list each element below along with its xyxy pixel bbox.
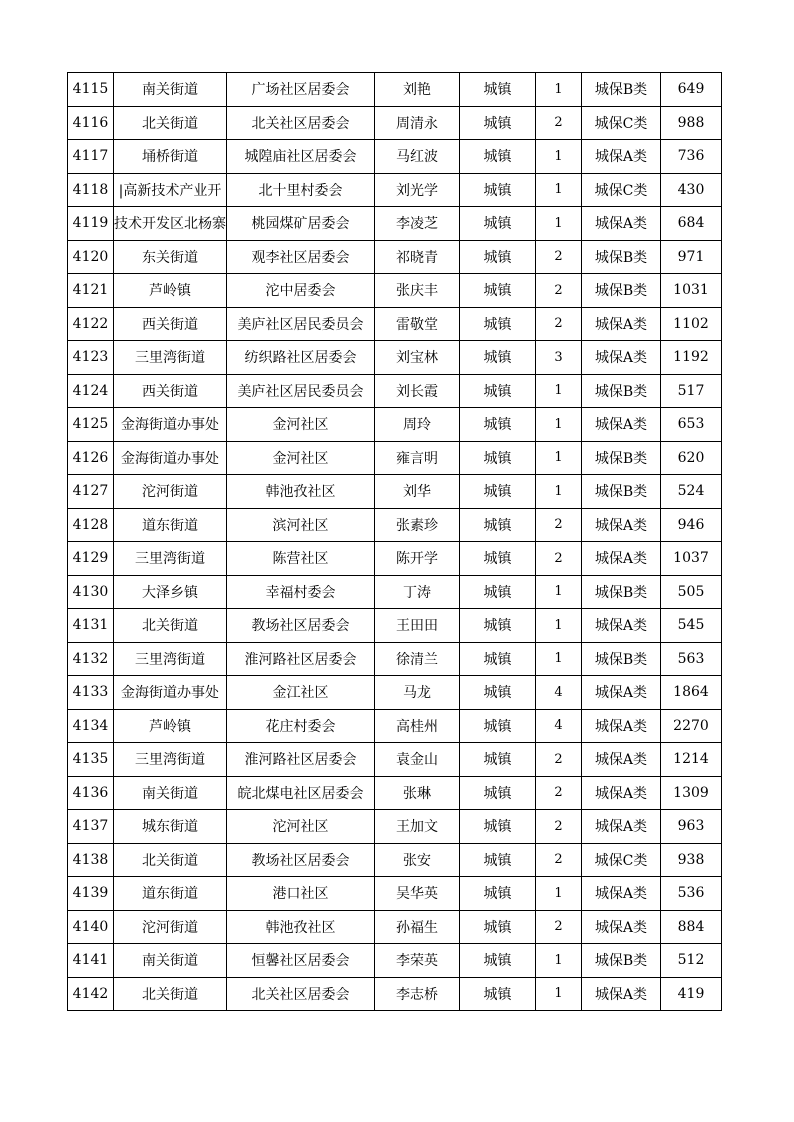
area-type-cell: 城镇: [460, 642, 536, 676]
people-count-cell: 1: [536, 642, 582, 676]
category-cell: 城保A类: [582, 877, 661, 911]
amount-cell: 1037: [661, 542, 722, 576]
category-cell: 城保A类: [582, 977, 661, 1011]
name-cell: 雷敬堂: [375, 307, 460, 341]
street-cell: 沱河街道: [114, 475, 227, 509]
people-count-cell: 1: [536, 475, 582, 509]
community-cell: 桃园煤矿居委会: [227, 207, 375, 241]
street-cell: 三里湾街道: [114, 542, 227, 576]
area-type-cell: 城镇: [460, 475, 536, 509]
area-type-cell: 城镇: [460, 106, 536, 140]
street-cell: 金海街道办事处: [114, 441, 227, 475]
name-cell: 刘艳: [375, 73, 460, 107]
name-cell: 李凌芝: [375, 207, 460, 241]
amount-cell: 1309: [661, 776, 722, 810]
people-count-cell: 2: [536, 843, 582, 877]
amount-cell: 684: [661, 207, 722, 241]
area-type-cell: 城镇: [460, 408, 536, 442]
people-count-cell: 1: [536, 140, 582, 174]
street-cell: 北关街道: [114, 977, 227, 1011]
name-cell: 高桂州: [375, 709, 460, 743]
area-type-cell: 城镇: [460, 73, 536, 107]
street-cell: 南关街道: [114, 73, 227, 107]
amount-cell: 1031: [661, 274, 722, 308]
table-row: [68, 374, 722, 408]
amount-cell: 517: [661, 374, 722, 408]
area-type-cell: 城镇: [460, 173, 536, 207]
table-row: [68, 408, 722, 442]
category-cell: 城保B类: [582, 441, 661, 475]
record-id-cell: 4127: [68, 475, 114, 509]
street-cell: 北关街道: [114, 843, 227, 877]
table-row: [68, 307, 722, 341]
community-cell: 美庐社区居民委员会: [227, 307, 375, 341]
area-type-cell: 城镇: [460, 709, 536, 743]
category-cell: 城保B类: [582, 575, 661, 609]
name-cell: 周玲: [375, 408, 460, 442]
area-type-cell: 城镇: [460, 910, 536, 944]
amount-cell: 505: [661, 575, 722, 609]
street-cell: 南关街道: [114, 776, 227, 810]
record-id-cell: 4139: [68, 877, 114, 911]
name-cell: 袁金山: [375, 743, 460, 777]
community-cell: 恒馨社区居委会: [227, 944, 375, 978]
name-cell: 刘华: [375, 475, 460, 509]
community-cell: 花庄村委会: [227, 709, 375, 743]
people-count-cell: 1: [536, 944, 582, 978]
people-count-cell: 2: [536, 776, 582, 810]
record-id-cell: 4125: [68, 408, 114, 442]
category-cell: 城保A类: [582, 140, 661, 174]
category-cell: 城保A类: [582, 676, 661, 710]
amount-cell: 419: [661, 977, 722, 1011]
record-id-cell: 4132: [68, 642, 114, 676]
table-row: [68, 642, 722, 676]
area-type-cell: 城镇: [460, 274, 536, 308]
amount-cell: 653: [661, 408, 722, 442]
name-cell: 祁晓青: [375, 240, 460, 274]
amount-cell: 963: [661, 810, 722, 844]
people-count-cell: 4: [536, 676, 582, 710]
category-cell: 城保A类: [582, 542, 661, 576]
street-cell: 道东街道: [114, 877, 227, 911]
record-id-cell: 4140: [68, 910, 114, 944]
category-cell: 城保C类: [582, 106, 661, 140]
amount-cell: 1864: [661, 676, 722, 710]
category-cell: 城保A类: [582, 776, 661, 810]
table-row: [68, 709, 722, 743]
record-id-cell: 4123: [68, 341, 114, 375]
people-count-cell: 2: [536, 274, 582, 308]
record-id-cell: 4134: [68, 709, 114, 743]
table-row: [68, 173, 722, 207]
area-type-cell: 城镇: [460, 776, 536, 810]
community-cell: 纺织路社区居委会: [227, 341, 375, 375]
record-id-cell: 4118: [68, 173, 114, 207]
table-row: [68, 743, 722, 777]
category-cell: 城保A类: [582, 341, 661, 375]
table-body: [68, 73, 722, 1011]
table-row: [68, 776, 722, 810]
name-cell: 马红波: [375, 140, 460, 174]
street-cell: 三里湾街道: [114, 642, 227, 676]
amount-cell: 524: [661, 475, 722, 509]
street-cell: 金海街道办事处: [114, 408, 227, 442]
table-row: [68, 341, 722, 375]
people-count-cell: 1: [536, 173, 582, 207]
street-cell: 西关街道: [114, 374, 227, 408]
record-id-cell: 4129: [68, 542, 114, 576]
amount-cell: 884: [661, 910, 722, 944]
community-cell: 观李社区居委会: [227, 240, 375, 274]
community-cell: 韩池孜社区: [227, 910, 375, 944]
street-cell: 西关街道: [114, 307, 227, 341]
amount-cell: 563: [661, 642, 722, 676]
people-count-cell: 2: [536, 910, 582, 944]
name-cell: 丁涛: [375, 575, 460, 609]
area-type-cell: 城镇: [460, 307, 536, 341]
amount-cell: 736: [661, 140, 722, 174]
street-cell: 沱河街道: [114, 910, 227, 944]
record-id-cell: 4124: [68, 374, 114, 408]
amount-cell: 938: [661, 843, 722, 877]
category-cell: 城保A类: [582, 307, 661, 341]
street-cell: 芦岭镇: [114, 274, 227, 308]
area-type-cell: 城镇: [460, 374, 536, 408]
table-row: [68, 441, 722, 475]
record-id-cell: 4116: [68, 106, 114, 140]
community-cell: 沱河社区: [227, 810, 375, 844]
record-id-cell: 4122: [68, 307, 114, 341]
amount-cell: 988: [661, 106, 722, 140]
record-id-cell: 4119: [68, 207, 114, 241]
category-cell: 城保A类: [582, 709, 661, 743]
people-count-cell: 1: [536, 207, 582, 241]
amount-cell: 1214: [661, 743, 722, 777]
table-row: [68, 910, 722, 944]
category-cell: 城保C类: [582, 173, 661, 207]
street-cell: 城东街道: [114, 810, 227, 844]
street-cell: 埇桥街道: [114, 140, 227, 174]
record-id-cell: 4141: [68, 944, 114, 978]
record-id-cell: 4115: [68, 73, 114, 107]
area-type-cell: 城镇: [460, 843, 536, 877]
category-cell: 城保A类: [582, 910, 661, 944]
table-row: [68, 542, 722, 576]
category-cell: 城保B类: [582, 240, 661, 274]
area-type-cell: 城镇: [460, 341, 536, 375]
area-type-cell: 城镇: [460, 810, 536, 844]
name-cell: 李荣英: [375, 944, 460, 978]
people-count-cell: 1: [536, 575, 582, 609]
people-count-cell: 3: [536, 341, 582, 375]
amount-cell: 1102: [661, 307, 722, 341]
name-cell: 张琳: [375, 776, 460, 810]
name-cell: 马龙: [375, 676, 460, 710]
category-cell: 城保B类: [582, 73, 661, 107]
category-cell: 城保A类: [582, 408, 661, 442]
people-count-cell: 2: [536, 508, 582, 542]
name-cell: 孙福生: [375, 910, 460, 944]
record-id-cell: 4136: [68, 776, 114, 810]
record-id-cell: 4117: [68, 140, 114, 174]
record-id-cell: 4138: [68, 843, 114, 877]
record-id-cell: 4133: [68, 676, 114, 710]
people-count-cell: 1: [536, 441, 582, 475]
community-cell: 港口社区: [227, 877, 375, 911]
amount-cell: 512: [661, 944, 722, 978]
category-cell: 城保A类: [582, 508, 661, 542]
street-cell: 北关街道: [114, 106, 227, 140]
table-row: [68, 274, 722, 308]
area-type-cell: 城镇: [460, 140, 536, 174]
record-id-cell: 4131: [68, 609, 114, 643]
name-cell: 吴华英: [375, 877, 460, 911]
street-cell: 金海街道办事处: [114, 676, 227, 710]
street-cell: 道东街道: [114, 508, 227, 542]
amount-cell: 430: [661, 173, 722, 207]
amount-cell: 649: [661, 73, 722, 107]
category-cell: 城保B类: [582, 274, 661, 308]
name-cell: 徐清兰: [375, 642, 460, 676]
name-cell: 雍言明: [375, 441, 460, 475]
area-type-cell: 城镇: [460, 609, 536, 643]
community-cell: 韩池孜社区: [227, 475, 375, 509]
table-row: [68, 843, 722, 877]
area-type-cell: 城镇: [460, 676, 536, 710]
community-cell: 金河社区: [227, 408, 375, 442]
category-cell: 城保B类: [582, 944, 661, 978]
community-cell: 广场社区居委会: [227, 73, 375, 107]
table-row: [68, 508, 722, 542]
record-id-cell: 4128: [68, 508, 114, 542]
record-id-cell: 4126: [68, 441, 114, 475]
community-cell: 淮河路社区居委会: [227, 642, 375, 676]
table-row: [68, 140, 722, 174]
community-cell: 滨河社区: [227, 508, 375, 542]
amount-cell: 1192: [661, 341, 722, 375]
community-cell: 淮河路社区居委会: [227, 743, 375, 777]
people-count-cell: 2: [536, 240, 582, 274]
community-cell: 金河社区: [227, 441, 375, 475]
name-cell: 刘长霞: [375, 374, 460, 408]
community-cell: 皖北煤电社区居委会: [227, 776, 375, 810]
street-cell: 大泽乡镇: [114, 575, 227, 609]
table-row: [68, 575, 722, 609]
area-type-cell: 城镇: [460, 240, 536, 274]
area-type-cell: 城镇: [460, 743, 536, 777]
area-type-cell: 城镇: [460, 944, 536, 978]
category-cell: 城保A类: [582, 609, 661, 643]
community-cell: 金江社区: [227, 676, 375, 710]
street-cell: 芦岭镇: [114, 709, 227, 743]
data-table: [67, 72, 722, 1011]
category-cell: 城保B类: [582, 374, 661, 408]
record-id-cell: 4135: [68, 743, 114, 777]
people-count-cell: 1: [536, 408, 582, 442]
people-count-cell: 1: [536, 977, 582, 1011]
table-row: [68, 977, 722, 1011]
category-cell: 城保A类: [582, 743, 661, 777]
category-cell: 城保A类: [582, 207, 661, 241]
record-id-cell: 4120: [68, 240, 114, 274]
people-count-cell: 1: [536, 609, 582, 643]
table-row: [68, 106, 722, 140]
community-cell: 北关社区居委会: [227, 106, 375, 140]
people-count-cell: 1: [536, 374, 582, 408]
street-cell: 三里湾街道: [114, 743, 227, 777]
area-type-cell: 城镇: [460, 207, 536, 241]
category-cell: 城保B类: [582, 475, 661, 509]
table-row: [68, 207, 722, 241]
name-cell: 张庆丰: [375, 274, 460, 308]
community-cell: 幸福村委会: [227, 575, 375, 609]
area-type-cell: 城镇: [460, 441, 536, 475]
people-count-cell: 2: [536, 106, 582, 140]
amount-cell: 971: [661, 240, 722, 274]
community-cell: 沱中居委会: [227, 274, 375, 308]
area-type-cell: 城镇: [460, 977, 536, 1011]
amount-cell: 946: [661, 508, 722, 542]
name-cell: 周清永: [375, 106, 460, 140]
category-cell: 城保C类: [582, 843, 661, 877]
name-cell: 张素珍: [375, 508, 460, 542]
people-count-cell: 1: [536, 73, 582, 107]
name-cell: 王加文: [375, 810, 460, 844]
name-cell: 李志桥: [375, 977, 460, 1011]
amount-cell: 536: [661, 877, 722, 911]
area-type-cell: 城镇: [460, 575, 536, 609]
table-row: [68, 676, 722, 710]
category-cell: 城保B类: [582, 642, 661, 676]
record-id-cell: 4130: [68, 575, 114, 609]
table-row: [68, 944, 722, 978]
community-cell: 美庐社区居民委员会: [227, 374, 375, 408]
amount-cell: 2270: [661, 709, 722, 743]
people-count-cell: 4: [536, 709, 582, 743]
area-type-cell: 城镇: [460, 877, 536, 911]
street-cell: 南关街道: [114, 944, 227, 978]
community-cell: 教场社区居委会: [227, 609, 375, 643]
name-cell: 张安: [375, 843, 460, 877]
community-cell: 教场社区居委会: [227, 843, 375, 877]
table-row: [68, 810, 722, 844]
community-cell: 北关社区居委会: [227, 977, 375, 1011]
community-cell: 城隍庙社区居委会: [227, 140, 375, 174]
people-count-cell: 2: [536, 810, 582, 844]
amount-cell: 620: [661, 441, 722, 475]
category-cell: 城保A类: [582, 810, 661, 844]
street-cell: 技术开发区北杨寨: [114, 207, 227, 241]
street-cell: 北关街道: [114, 609, 227, 643]
amount-cell: 545: [661, 609, 722, 643]
name-cell: 刘光学: [375, 173, 460, 207]
street-cell: 东关街道: [114, 240, 227, 274]
people-count-cell: 1: [536, 877, 582, 911]
people-count-cell: 2: [536, 307, 582, 341]
table-row: [68, 609, 722, 643]
area-type-cell: 城镇: [460, 542, 536, 576]
table-row: [68, 475, 722, 509]
table-row: [68, 240, 722, 274]
people-count-cell: 2: [536, 743, 582, 777]
name-cell: 陈开学: [375, 542, 460, 576]
community-cell: 北十里村委会: [227, 173, 375, 207]
record-id-cell: 4142: [68, 977, 114, 1011]
community-cell: 陈营社区: [227, 542, 375, 576]
people-count-cell: 2: [536, 542, 582, 576]
area-type-cell: 城镇: [460, 508, 536, 542]
record-id-cell: 4137: [68, 810, 114, 844]
record-id-cell: 4121: [68, 274, 114, 308]
table-row: [68, 73, 722, 107]
table-row: [68, 877, 722, 911]
name-cell: 刘宝林: [375, 341, 460, 375]
name-cell: 王田田: [375, 609, 460, 643]
street-cell: |高新技术产业开: [114, 173, 227, 207]
street-cell: 三里湾街道: [114, 341, 227, 375]
